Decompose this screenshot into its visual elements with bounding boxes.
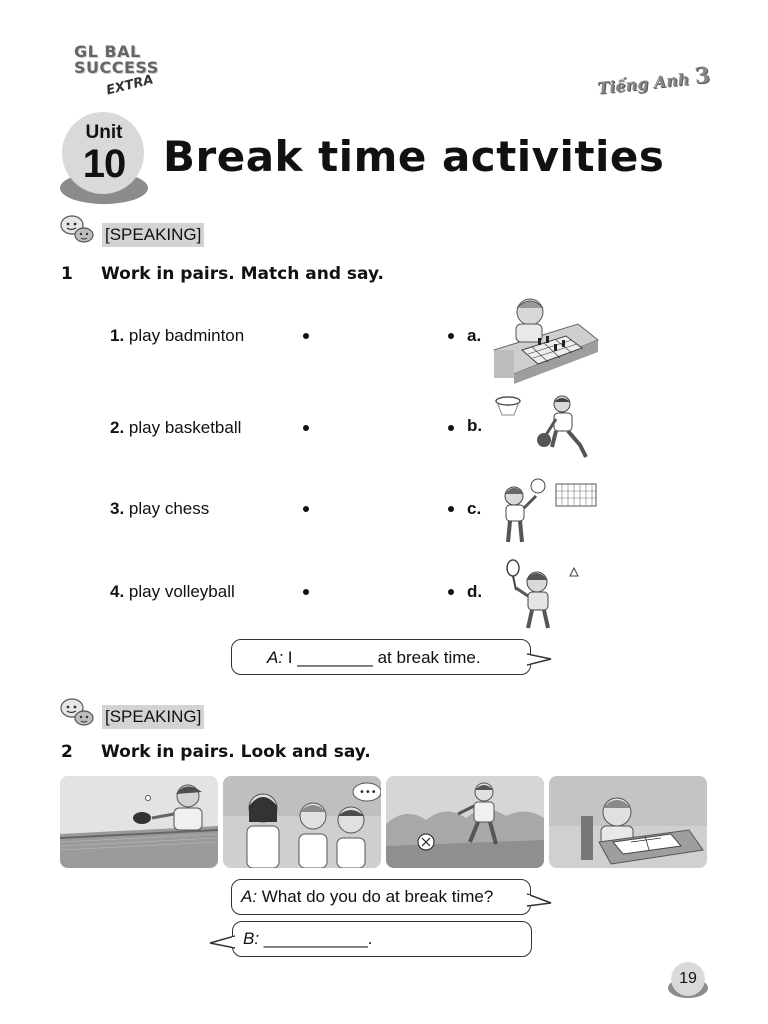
picture-drawing bbox=[549, 776, 707, 868]
match-item-number: 1. bbox=[110, 326, 125, 345]
unit-label: Unit bbox=[85, 122, 123, 143]
bubble-1-text bbox=[267, 648, 481, 668]
speech-bubble-1 bbox=[231, 639, 553, 677]
bubble-line: ___________. bbox=[259, 929, 373, 948]
match-item-text: play badminton bbox=[128, 326, 245, 345]
match-dot-right-c[interactable] bbox=[448, 506, 454, 512]
instruction-2: Work in pairs. Look and say. bbox=[101, 742, 371, 762]
page-title: Break time activities bbox=[163, 132, 665, 181]
unit-badge bbox=[60, 112, 150, 196]
logo-extra: EXTRA bbox=[104, 72, 155, 99]
match-letter-c: c. bbox=[467, 499, 482, 518]
page-number-badge bbox=[668, 962, 708, 998]
brand-tieng-anh bbox=[596, 62, 711, 100]
speech-bubble-b bbox=[208, 921, 532, 959]
speaking-icon bbox=[60, 214, 94, 249]
match-dot-left-1[interactable] bbox=[303, 333, 309, 339]
picture-table-tennis bbox=[60, 776, 218, 868]
brand-text: Tiếng Anh bbox=[596, 69, 691, 98]
match-letter-a: a. bbox=[467, 326, 482, 345]
svg-text:•••: ••• bbox=[359, 787, 377, 798]
match-dot-right-b[interactable] bbox=[448, 425, 454, 431]
picture-chess bbox=[492, 292, 600, 384]
match-dot-right-d[interactable] bbox=[448, 589, 454, 595]
match-dot-left-3[interactable] bbox=[303, 506, 309, 512]
global-success-logo bbox=[66, 34, 158, 100]
match-dot-left-2[interactable] bbox=[303, 425, 309, 431]
picture-basketball bbox=[494, 393, 598, 463]
match-item-text: play chess bbox=[128, 499, 210, 518]
match-letter-d: d. bbox=[467, 582, 483, 601]
match-item-3 bbox=[110, 499, 209, 519]
speaking-icon bbox=[60, 697, 94, 732]
match-item-text: play volleyball bbox=[128, 582, 235, 601]
picture-badminton bbox=[504, 558, 588, 630]
bubble-b-text bbox=[243, 929, 373, 949]
match-item-4 bbox=[110, 582, 235, 602]
match-item-1 bbox=[110, 326, 244, 346]
bubble-speaker: A: bbox=[267, 648, 284, 667]
match-item-2 bbox=[110, 418, 241, 438]
exercise-number-1: 1 bbox=[61, 264, 73, 284]
logo-line1: GL BAL bbox=[74, 42, 141, 61]
speaking-label-1: [SPEAKING] bbox=[102, 223, 204, 247]
speaking-label-2: [SPEAKING] bbox=[102, 705, 204, 729]
match-letter-b: b. bbox=[467, 416, 483, 435]
bubble-speaker: A: bbox=[241, 887, 258, 906]
bubble-speaker: B: bbox=[243, 929, 260, 948]
match-item-number: 3. bbox=[110, 499, 125, 518]
unit-number: 10 bbox=[82, 142, 126, 186]
instruction-1: Work in pairs. Match and say. bbox=[101, 264, 384, 284]
bubble-line: What do you do at break time? bbox=[257, 887, 494, 906]
match-dot-right-a[interactable] bbox=[448, 333, 454, 339]
page-number: 19 bbox=[679, 970, 697, 987]
exercise-number-2: 2 bbox=[61, 742, 73, 762]
match-dot-left-4[interactable] bbox=[303, 589, 309, 595]
picture-football bbox=[386, 776, 544, 868]
bubble-line: I ________ at break time. bbox=[283, 648, 481, 667]
brand-number: 3 bbox=[693, 62, 712, 90]
match-item-number: 4. bbox=[110, 582, 125, 601]
match-item-text: play basketball bbox=[128, 418, 242, 437]
bubble-a-text bbox=[241, 887, 493, 907]
picture-volleyball bbox=[500, 476, 598, 548]
speech-bubble-a bbox=[231, 879, 553, 917]
picture-talking-friends bbox=[223, 776, 381, 868]
match-item-number: 2. bbox=[110, 418, 125, 437]
logo-line2: SUCCESS bbox=[74, 58, 159, 77]
